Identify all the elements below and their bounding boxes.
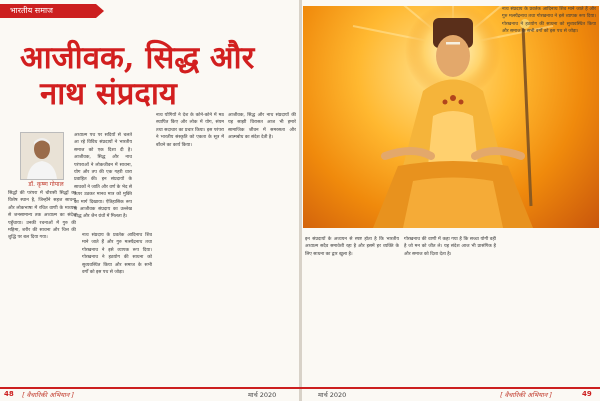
column-5-text: आजीवक, सिद्ध और नाथ संप्रदायों की यह साझी विरासत आज भी हमारे सामाजिक जीवन में समरसता और आत्मबोध का संदेश देती है। bbox=[228, 113, 296, 141]
column-intro bbox=[74, 132, 132, 228]
footer-rule bbox=[0, 387, 600, 389]
column-left bbox=[8, 190, 76, 386]
issue-date-right: मार्च 2020 bbox=[318, 391, 347, 399]
magazine-name-left: [ वैचारिकी अभियान ] bbox=[22, 391, 74, 399]
column-2-text: सिद्धों की परंपरा में चौरासी सिद्धों का विशेष स्थान है, जिन्होंने सहज साधना और लोकभाषा में रचित वाणी के माध्यम से जनसामान्य तक अध्यात्म का संदेश पहुँचाया। उनकी रचनाओं में गुरु की महिमा, शरीर की साधना और चित्त की शुद्धि पर बल दिया गया। bbox=[8, 191, 76, 241]
column-6-text: इन संप्रदायों के अध्ययन से स्पष्ट होता है कि भारतीय अध्यात्म सदैव समावेशी रहा है और इसमें हर व्यक्ति के लिए साधना का द्वार खुला है। bbox=[305, 237, 399, 257]
column-center bbox=[156, 112, 224, 386]
author-name: डॉ. कृष्ण गोपाल bbox=[28, 181, 64, 188]
section-label: भारतीय समाज bbox=[10, 6, 53, 15]
page-number-right: 49 bbox=[582, 390, 592, 398]
author-portrait-icon bbox=[21, 133, 63, 179]
title-line-2: नाथ संप्रदाय bbox=[40, 76, 177, 112]
column-1-text: अध्यात्म पथ पर सदियों से चलते आ रहे विविध संप्रदायों ने भारतीय समाज को एक दिशा दी है। आजीवक, सिद्ध और नाथ परंपराओं ने लोकजीवन में साधना, योग और तप की एक गहरी धारा प्रवाहित की। इन संप्रदायों के साधकों ने जाति और वर्ण के भेद से ऊपर उठकर मानव मात्र को मुक्ति का मार्ग दिखाया। ऐतिहासिक रूप से आजीवक संप्रदाय का उल्लेख बौद्ध और जैन ग्रंथों में मिलता है। bbox=[74, 133, 132, 220]
column-right-1 bbox=[305, 236, 399, 386]
column-right-2 bbox=[404, 236, 496, 386]
column-7-text: गोरखनाथ की वाणी में कहा गया है कि सच्चा योगी वही है जो मन को जीत ले। यह संदेश आज भी प्रासंगिक है और समाज को दिशा देता है। bbox=[404, 237, 496, 257]
issue-date-left: मार्च 2020 bbox=[248, 391, 277, 399]
column-3-text: नाथ संप्रदाय के प्रवर्तक आदिनाथ शिव माने जाते हैं और गुरु मत्स्येंद्रनाथ तथा गोरखनाथ ने इसे व्यापक रूप दिया। गोरखनाथ ने हठयोग की साधना को सुव्यवस्थित किया और समाज के सभी वर्गों को इस पथ से जोड़ा। bbox=[82, 233, 152, 276]
column-left-middle bbox=[82, 232, 152, 386]
column-3b-text: नाथ संप्रदाय के प्रवर्तक आदिनाथ शिव माने जाते हैं और गुरु मत्स्येंद्रनाथ तथा गोरखनाथ ने इसे व्यापक रूप दिया। गोरखनाथ ने हठयोग की साधना को सुव्यवस्थित किया और समाज के सभी वर्गों को इस पथ से जोड़ा। bbox=[502, 7, 596, 35]
column-right-of-left-page bbox=[228, 112, 296, 386]
page-footer bbox=[0, 387, 600, 401]
column-right-3 bbox=[502, 6, 596, 386]
page-gutter bbox=[299, 0, 302, 401]
article-title bbox=[20, 40, 290, 112]
column-4-text: नाथ योगियों ने देश के कोने-कोने में मठ स्थापित किए और लोक में योग, संयम तथा सदाचार का प्रचार किया। इस परंपरा ने भारतीय संस्कृति को एकता के सूत्र में बाँधने का कार्य किया। bbox=[156, 113, 224, 148]
section-tag bbox=[0, 4, 96, 18]
magazine-name-right: [ वैचारिकी अभियान ] bbox=[500, 391, 552, 399]
title-line-1: आजीवक, सिद्ध और bbox=[20, 40, 255, 76]
author-photo bbox=[20, 132, 64, 180]
page-number-left: 48 bbox=[4, 390, 14, 398]
